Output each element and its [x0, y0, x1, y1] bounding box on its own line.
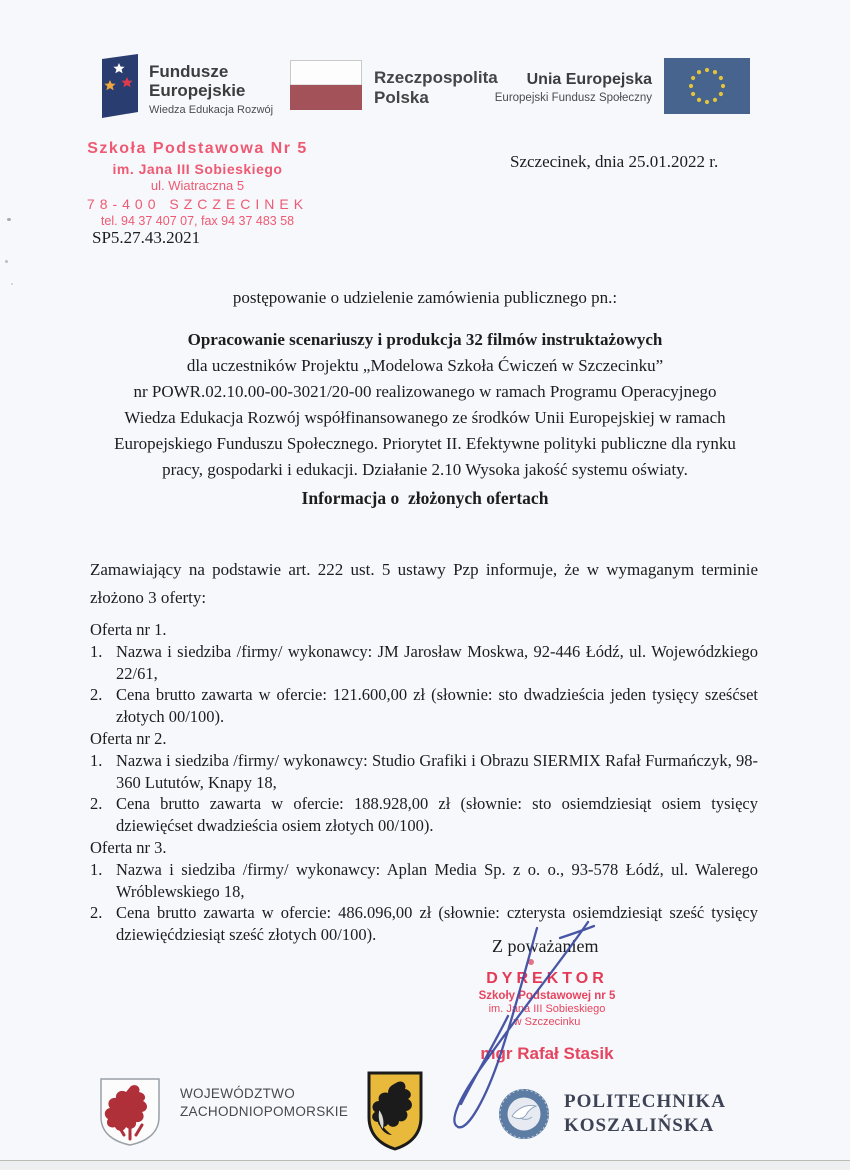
- wojewodztwo-label-line2: ZACHODNIOPOMORSKIE: [180, 1104, 349, 1119]
- reference-number: SP5.27.43.2021: [92, 228, 201, 247]
- director-stamp-patron: im. Jana III Sobieskiego: [488, 1002, 606, 1015]
- fe-title-line2: Europejskie: [149, 81, 246, 100]
- project-title-line6: pracy, gospodarki i edukacji. Działanie 2.10 Wysoka jakość systemu oświaty.: [162, 460, 688, 479]
- project-title-line3: nr POWR.02.10.00-00-3021/20-00 realizowanego w ramach Programu Operacyjnego: [133, 382, 717, 401]
- rzeczpospolita-polska-logo: [290, 60, 498, 110]
- eu-title: Unia Europejska: [526, 70, 652, 88]
- school-stamp-city: 78-400 SZCZECINEK: [86, 195, 309, 212]
- scan-speck: [5, 260, 8, 263]
- offer-1-item-2-number: 2.: [90, 685, 103, 705]
- scan-speck: [7, 218, 11, 221]
- offer-2-item-1-number: 1.: [90, 750, 103, 770]
- proceeding-intro-line: postępowanie o udzielenie zamówienia publicznego pn.:: [232, 288, 618, 307]
- szczecinek-crest: [366, 1071, 424, 1156]
- wojewodztwo-logo: [98, 1077, 348, 1147]
- unia-europejska-logo: [495, 58, 750, 114]
- offer-2-item-2-text: Cena brutto zawarta w ofercie: 188.928,00 zł (słownie: sto osiemdziesiąt osiem tysięcy dziewięćset dwadzieścia osiem złotych 00/100).: [116, 794, 758, 836]
- scan-edge-strip: [0, 1160, 850, 1170]
- politechnika-seal-icon: [498, 1088, 550, 1140]
- offer-3-item-2-number: 2.: [90, 903, 103, 923]
- offer-3-item-1: [90, 859, 758, 903]
- scan-speck: [11, 283, 13, 285]
- project-title-bold: Opracowanie scenariuszy i produkcja 32 filmów instruktażowych: [187, 330, 663, 349]
- politechnika-label-line2: KOSZALIŃSKA: [564, 1115, 715, 1136]
- offer-1-item-1: [90, 641, 758, 685]
- offer-2-label: Oferta nr 2.: [90, 728, 167, 748]
- poland-logo-text: [374, 62, 498, 108]
- school-header-stamp: [40, 139, 355, 229]
- politechnika-label-line1: POLITECHNIKA: [564, 1091, 726, 1112]
- wojewodztwo-label: [180, 1077, 348, 1121]
- fe-logo-text: [149, 54, 273, 116]
- politechnika-label: [564, 1090, 726, 1138]
- director-stamp-title: DYREKTOR: [486, 970, 608, 987]
- section-heading: Informacja o złożonych ofertach: [301, 488, 549, 508]
- school-stamp-name: Szkoła Podstawowa Nr 5: [87, 140, 308, 157]
- closing-salutation: Z poważaniem: [492, 936, 599, 956]
- offer-1-item-2: [90, 684, 758, 728]
- project-title-line2: dla uczestników Projektu „Modelowa Szkoła Ćwiczeń w Szczecinku”: [186, 356, 664, 375]
- director-name: mgr Rafał Stasik: [480, 1044, 614, 1064]
- offer-3-item-1-text: Nazwa i siedziba /firmy/ wykonawcy: Aplan Media Sp. z o. o., 93-578 Łódź, ul. Walerego Wróblewskiego 18,: [116, 859, 758, 901]
- school-stamp-street: ul. Wiatraczna 5: [150, 177, 245, 193]
- project-title-line4: Wiedza Edukacja Rozwój współfinansowanego ze środków Unii Europejskiej w ramach: [124, 408, 726, 427]
- offers-list: [90, 619, 758, 946]
- wojewodztwo-label-line1: WOJEWÓDZTWO: [180, 1086, 296, 1101]
- offer-2-item-2: [90, 793, 758, 837]
- offer-2-item-2-number: 2.: [90, 794, 103, 814]
- director-stamp-school: Szkoły Podstawowej nr 5: [478, 989, 616, 1002]
- offer-2-item-1: [90, 750, 758, 794]
- fundusze-europejskie-logo: [100, 54, 273, 120]
- offer-2-item-1-text: Nazwa i siedziba /firmy/ wykonawcy: Studio Grafiki i Obrazu SIERMIX Rafał Furmańczyk, 98-360 Lututów, Knapy 18,: [116, 750, 758, 792]
- wojewodztwo-crest-icon: [98, 1077, 162, 1147]
- eu-flag-icon: [664, 58, 750, 114]
- poland-title-line1: Rzeczpospolita: [374, 68, 498, 87]
- politechnika-logo: [498, 1088, 726, 1140]
- poland-title-line2: Polska: [374, 88, 429, 107]
- offer-1-label: Oferta nr 1.: [90, 620, 167, 639]
- header-logo-row: [100, 52, 750, 132]
- director-stamp-city: w Szczecinku: [513, 1015, 581, 1028]
- project-title-line5: Europejskiego Funduszu Społecznego. Priorytet II. Efektywne polityki publiczne dla rynku: [114, 434, 736, 453]
- fe-flag-icon: [100, 54, 140, 120]
- eu-subtitle: Europejski Fundusz Społeczny: [494, 91, 652, 104]
- school-stamp-patron: im. Jana III Sobieskiego: [112, 160, 283, 177]
- fe-subtitle: Wiedza Edukacja Rozwój: [149, 104, 274, 116]
- fe-title-line1: Fundusze: [149, 62, 229, 81]
- offer-1-item-1-text: Nazwa i siedziba /firmy/ wykonawcy: JM Jarosław Moskwa, 92-446 Łódź, ul. Wojewódzkiego 22/61,: [116, 641, 758, 683]
- school-stamp-phone: tel. 94 37 407 07, fax 94 37 483 58: [100, 214, 295, 229]
- eu-logo-text: [495, 69, 652, 104]
- offer-1-item-2-text: Cena brutto zawarta w ofercie: 121.600,00 zł (słownie: sto dwadzieścia jeden tysięcy sześćset złotych 00/100).: [116, 685, 758, 727]
- szczecinek-crest-icon: [366, 1071, 424, 1151]
- project-title-block: [55, 327, 795, 483]
- offer-3-label: Oferta nr 3.: [90, 837, 167, 857]
- lead-paragraph: Zamawiający na podstawie art. 222 ust. 5 ustawy Pzp informuje, że w wymaganym terminie złożono 3 oferty:: [90, 560, 758, 607]
- offer-3-item-2-text: Cena brutto zawarta w ofercie: 486.096,00 zł (słownie: czterysta osiemdziesiąt sześć tysięcy dziewięćdziesiąt sześć złotych 00/100).: [116, 903, 758, 945]
- date-line: Szczecinek, dnia 25.01.2022 r.: [510, 152, 719, 171]
- poland-flag-icon: [290, 60, 362, 110]
- offer-1-item-1-number: 1.: [90, 641, 103, 661]
- offer-3-item-1-number: 1.: [90, 859, 103, 879]
